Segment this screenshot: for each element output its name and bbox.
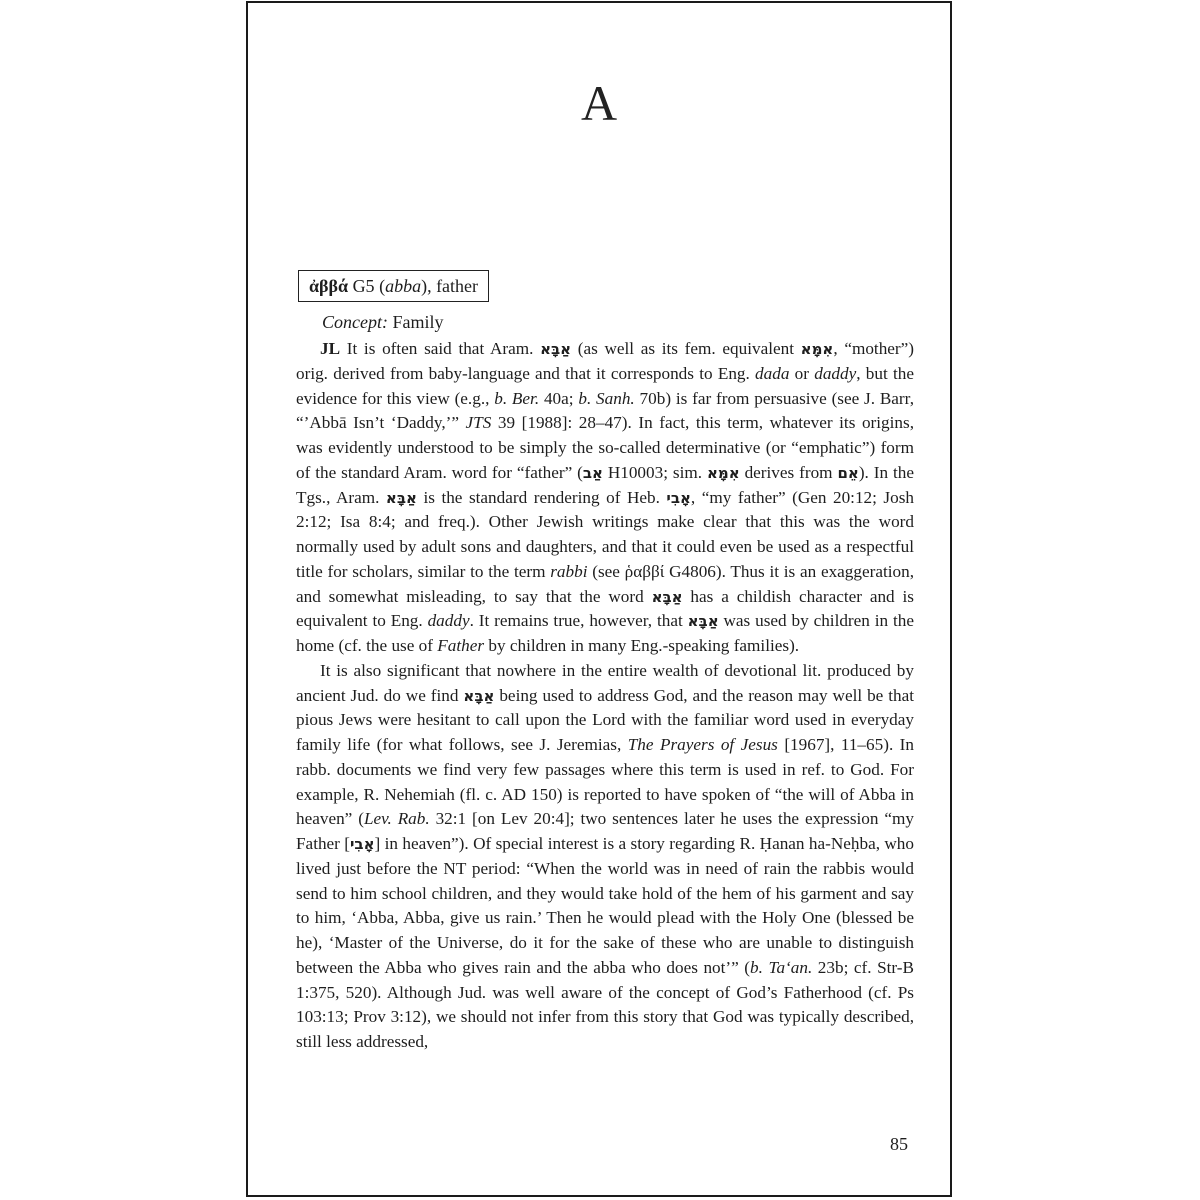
text-run: ). In the Tgs., Aram. xyxy=(296,462,914,507)
text-run: being used to address God, and the reason may well be that pious Jews were hesitant to call upon the Lord with the familiar word used in everyday family life (for what follows, see J. Jeremias, xyxy=(296,685,914,754)
italic-run: The Prayers of Jesus xyxy=(627,735,778,754)
text-run: (see ῥαββί G4806). Thus it is an exaggeration, and somewhat misleading, to say that the word xyxy=(296,561,914,606)
hebrew-word: אֵם xyxy=(837,463,859,482)
italic-run: daddy xyxy=(814,363,857,383)
hebrew-word: אִמָּא xyxy=(800,340,834,358)
hebrew-word: אַבָּא xyxy=(687,612,719,631)
text-run: , “mother”) orig. derived from baby-language and that it corresponds to Eng. xyxy=(296,339,915,383)
text-run: 32:1 [on Lev 20:4]; two sentences later he uses the expression “my Father [ xyxy=(296,809,914,853)
italic-run: JTS xyxy=(465,413,492,433)
text-run: 40a; xyxy=(539,388,579,408)
text-run: It is also significant that nowhere in the entire wealth of devotional lit. produced by ancient Jud. do we find xyxy=(296,660,914,705)
paragraph-1 xyxy=(296,337,914,659)
text-run: 70b) is far from persuasive (see J. Barr, “’Abbā Isn’t ‘Daddy,’” xyxy=(296,388,914,433)
hebrew-word: אַבָּא xyxy=(463,686,495,705)
page-number: 85 xyxy=(890,1134,908,1154)
entry-transliteration: abba xyxy=(385,276,422,296)
entry-number: G5 xyxy=(352,276,375,296)
hebrew-word: אָבִי xyxy=(666,488,691,507)
text-run: or xyxy=(789,363,815,383)
text-run: . It remains true, however, that xyxy=(469,611,688,631)
text-run: , “my father” (Gen 20:12; Josh 2:12; Isa 8:4; and freq.). Other Jewish writings make clear that this was the word normally used by adult sons and daughters, and that it could even be used as a respectful title for scholars, similar to the term xyxy=(296,487,915,581)
hebrew-word: אַבָּא xyxy=(651,587,683,606)
hebrew-word: אִמָּא xyxy=(706,463,740,482)
section-letter: A xyxy=(580,75,618,131)
entry-lemma: ἀββά xyxy=(309,276,349,296)
italic-run: b. Sanh. xyxy=(578,388,635,408)
text-run: It is often said that Aram. xyxy=(340,339,541,358)
paragraph-2 xyxy=(296,659,914,1055)
concept-label: Concept: xyxy=(322,312,388,332)
italic-run: Father xyxy=(437,636,485,655)
hebrew-word: אָבִי xyxy=(350,835,375,853)
text-run: ] in heaven”). Of special interest is a story regarding R. Ḥanan ha-Neḥba, who lived just before the NT period: “When the world was in need of rain the rabbis would send to him school children, and they would take hold of the hem of his garment and say to him, ‘Abba, Abba, give us rain.’ Then he would plead with the Holy One (blessed be he), ‘Master of the Universe, do it for the sake of these who are unable to distinguish between the Abba who gives rain and the abba who does not’” ( xyxy=(296,834,914,977)
book-page xyxy=(246,1,952,1197)
text-run: by children in many Eng.-speaking families). xyxy=(484,636,800,655)
text-run: 39 [1988]: 28–47). In fact, this term, whatever its origins, was evidently understood to be simply the so-called determinative (or “emphatic”) form of the standard Aram. word for “father” ( xyxy=(296,413,914,482)
text-run: derives from xyxy=(739,462,838,482)
entry-heading: ἀββά G5 (abba), father xyxy=(298,270,489,302)
italic-run: dada xyxy=(755,363,790,383)
text-run: was used by children in the home (cf. the use of xyxy=(296,611,914,655)
entry-gloss: , father xyxy=(427,276,479,296)
section-siglum: JL xyxy=(320,339,341,358)
hebrew-word: אַבָּא xyxy=(385,488,417,507)
hebrew-word: אַב xyxy=(582,463,603,482)
text-run: (as well as its fem. equivalent xyxy=(571,339,801,358)
hebrew-word: אַבָּא xyxy=(540,340,572,358)
concept-value: Family xyxy=(387,312,444,332)
italic-run: Lev. Rab. xyxy=(363,809,430,829)
italic-run: b. Ber. xyxy=(494,388,540,408)
text-run: is the standard rendering of Heb. xyxy=(416,487,667,507)
text-run: , but the evidence for this view (e.g., xyxy=(296,363,914,408)
entry-body xyxy=(296,337,914,1055)
text-run: 23b; cf. Str-B 1:375, 520). Although Jud. was well aware of the concept of God’s Fatherhood (cf. Ps 103:13; Prov 3:12), we should not infer from this story that God was typically described, still less addressed, xyxy=(296,957,914,1051)
text-run: H10003; sim. xyxy=(602,462,707,482)
italic-run: b. Ta‘an. xyxy=(750,957,813,977)
concept-line xyxy=(322,310,444,334)
italic-run: rabbi xyxy=(550,561,588,581)
text-run: has a childish character and is equivalent to Eng. xyxy=(296,586,914,631)
italic-run: daddy xyxy=(427,611,470,631)
text-run: [1967], 11–65). In rabb. documents we find very few passages where this term is used in ref. to God. For example, R. Nehemiah (fl. c. AD 150) is reported to have spoken of “the will of Abba in heaven” ( xyxy=(296,735,914,829)
